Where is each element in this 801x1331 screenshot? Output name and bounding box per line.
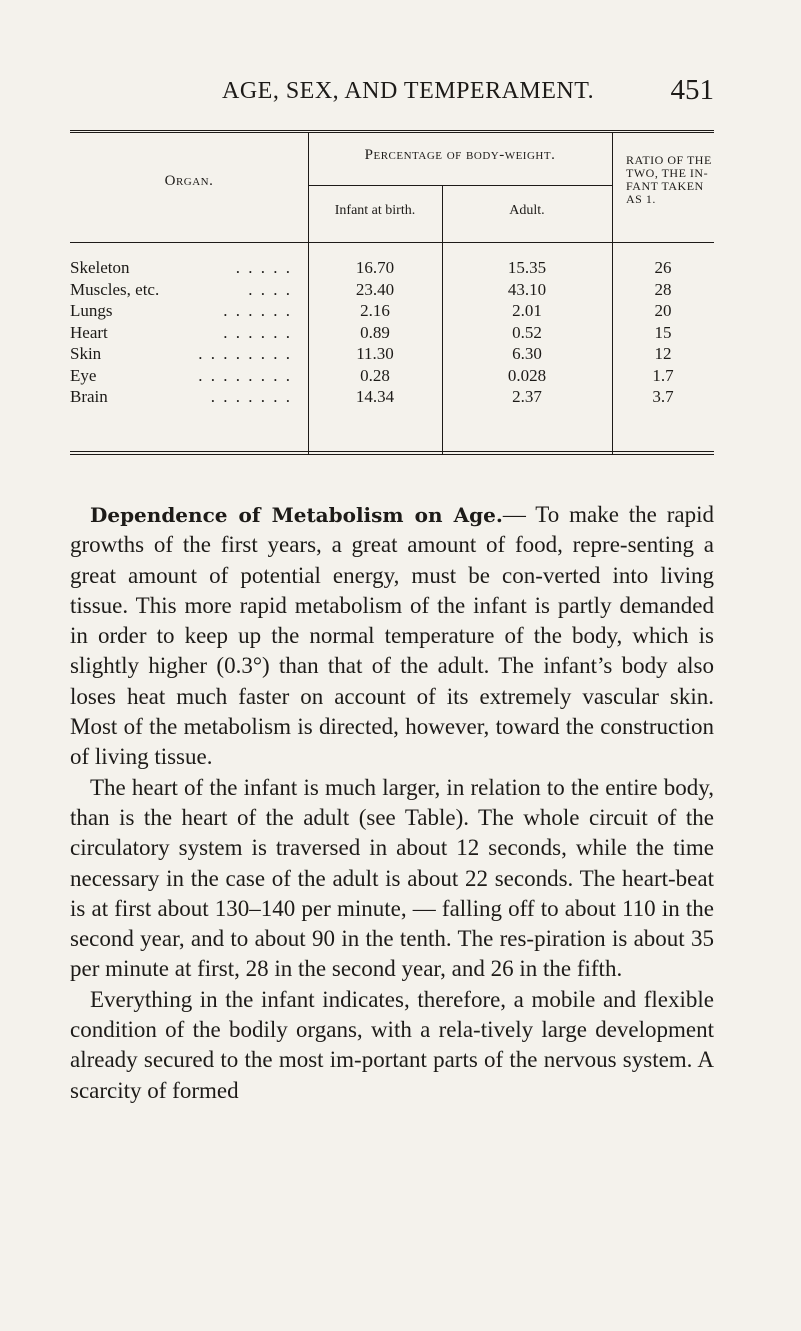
table-row xyxy=(70,366,714,388)
leader-dots: . . . . . . . . xyxy=(198,365,292,385)
ratio-value: 28 xyxy=(654,279,672,299)
adult-value: 0.52 xyxy=(512,322,542,342)
table-top-rule xyxy=(70,130,714,131)
header-adult: Adult. xyxy=(509,203,545,218)
infant-value: 0.28 xyxy=(360,365,390,385)
table-body xyxy=(70,258,714,409)
ratio-value: 1.7 xyxy=(652,365,674,385)
page-header xyxy=(70,74,714,114)
header-percentage: Percentage of body-weight. xyxy=(364,147,556,163)
organ-name: Brain xyxy=(70,387,108,406)
paragraph: The heart of the infant is much larger, in relation to the entire body, than is the heart of the adult (see Table). The whole circuit of the circulatory system is traversed in about 12 seconds, while the time necessary in the case of the adult is about 22 seconds. The heart-beat is at first about 130–140 per minute, — falling off to about 110 in the second year, and to about 90 in the tenth. The res-piration is about 35 per minute at first, 28 in the second year, and 26 in the fifth. xyxy=(70,774,714,982)
header-ratio-line: TWO, THE IN- xyxy=(626,166,709,180)
organ-name: Muscles, etc. xyxy=(70,279,160,299)
body-text xyxy=(70,500,714,1106)
header-ratio xyxy=(626,154,716,206)
table-row xyxy=(70,323,714,345)
infant-value: 14.34 xyxy=(355,387,395,406)
organ-name: Eye xyxy=(70,365,97,385)
infant-value: 16.70 xyxy=(355,258,395,277)
adult-value: 15.35 xyxy=(507,258,547,277)
ratio-value: 26 xyxy=(654,258,672,277)
leader-dots: . . . . . . . . xyxy=(198,344,292,363)
table-top-rule-2 xyxy=(70,132,714,133)
adult-value: 43.10 xyxy=(507,279,547,299)
paragraph xyxy=(70,500,714,773)
ratio-value: 12 xyxy=(654,344,672,363)
table-subheader-rule xyxy=(308,185,612,186)
leader-dots: . . . . . . xyxy=(223,322,292,342)
organ-name: Skeleton xyxy=(70,258,130,277)
table-bottom-rule-2 xyxy=(70,454,714,455)
paragraph: Everything in the infant indicates, therefore, a mobile and flexible condition of the bodily organs, with a rela-tively large development already secured to the most im-portant parts of the nervous system. A scarcity of formed xyxy=(70,986,714,1103)
adult-value: 0.028 xyxy=(507,365,547,385)
adult-value: 2.01 xyxy=(512,301,542,320)
table-row xyxy=(70,258,714,280)
header-organ: Organ. xyxy=(164,173,214,189)
adult-value: 2.37 xyxy=(512,387,542,406)
leader-dots: . . . . . . . xyxy=(210,387,292,406)
header-ratio-line: AS 1. xyxy=(626,192,656,206)
table-header-rule xyxy=(70,242,714,243)
infant-value: 2.16 xyxy=(360,301,390,320)
infant-value: 0.89 xyxy=(360,322,390,342)
infant-value: 23.40 xyxy=(355,279,395,299)
running-head: AGE, SEX, AND TEMPERAMENT. xyxy=(222,78,595,104)
table-row xyxy=(70,301,714,323)
infant-value: 11.30 xyxy=(356,344,394,363)
ratio-value: 3.7 xyxy=(652,387,674,406)
adult-value: 6.30 xyxy=(512,344,542,363)
leader-dots: . . . . . . xyxy=(223,301,292,320)
table-row xyxy=(70,387,714,409)
header-ratio-line: RATIO OF THE xyxy=(626,153,712,167)
table-row xyxy=(70,344,714,366)
leader-dots: . . . . . xyxy=(235,258,292,277)
table-bottom-rule xyxy=(70,451,714,452)
organ-name: Heart xyxy=(70,322,108,342)
header-ratio-line: FANT TAKEN xyxy=(626,179,704,193)
table-row xyxy=(70,280,714,302)
leader-dots: . . . . xyxy=(248,279,292,299)
organ-name: Lungs xyxy=(70,301,113,320)
header-infant: Infant at birth. xyxy=(334,203,416,218)
paragraph-text: — To make the rapid growths of the first years, a great amount of food, repre-senting a great amount of potential energy, must be con-verted into living tissue. This more rapid metabolism of the infant is partly demanded in order to keep up the normal temperature of the body, which is slightly higher (0.3°) than that of the adult. The infant’s body also loses heat much faster on account of its extremely vascular skin. Most of the metabolism is directed, however, toward the construction of living tissue. xyxy=(70,502,714,770)
organ-name: Skin xyxy=(70,344,102,363)
run-in-heading: Dependence of Metabolism on Age. xyxy=(90,503,503,527)
organ-weight-table xyxy=(70,130,714,455)
page-number: 451 xyxy=(670,74,714,106)
ratio-value: 20 xyxy=(654,301,672,320)
ratio-value: 15 xyxy=(654,322,672,342)
